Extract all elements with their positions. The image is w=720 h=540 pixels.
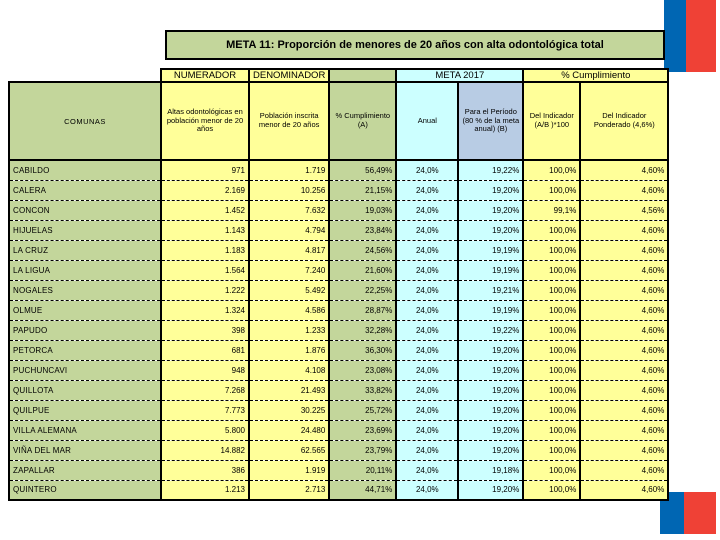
cell-anual: 24,0% <box>396 360 458 380</box>
cell-periodo: 19,19% <box>458 240 523 260</box>
header-comunas: COMUNAS <box>9 82 161 160</box>
cell-pct-a: 44,71% <box>329 480 396 500</box>
cell-denominador: 1.719 <box>249 160 329 180</box>
header-sub-pct-a: % Cumplimiento (A) <box>329 82 396 160</box>
table-row <box>9 460 668 480</box>
cell-pct-a: 22,25% <box>329 280 396 300</box>
cell-ponderado: 4,60% <box>580 480 668 500</box>
cell-ponderado: 4,60% <box>580 360 668 380</box>
cell-denominador: 4.794 <box>249 220 329 240</box>
cell-numerador: 14.882 <box>161 440 249 460</box>
header-numerador: NUMERADOR <box>161 69 249 82</box>
cell-periodo: 19,21% <box>458 280 523 300</box>
cell-numerador: 1.222 <box>161 280 249 300</box>
cell-indicador: 100,0% <box>523 400 580 420</box>
header-meta-2017: META 2017 <box>396 69 523 82</box>
table-row <box>9 420 668 440</box>
cell-ponderado: 4,60% <box>580 460 668 480</box>
cell-indicador: 100,0% <box>523 160 580 180</box>
cell-indicador: 99,1% <box>523 200 580 220</box>
cell-indicador: 100,0% <box>523 300 580 320</box>
cell-denominador: 1.233 <box>249 320 329 340</box>
cell-indicador: 100,0% <box>523 280 580 300</box>
cell-numerador: 1.564 <box>161 260 249 280</box>
cell-pct-a: 25,72% <box>329 400 396 420</box>
table-row <box>9 200 668 220</box>
cell-denominador: 24.480 <box>249 420 329 440</box>
table-row <box>9 320 668 340</box>
cell-comuna: QUILLOTA <box>9 380 161 400</box>
cell-denominador: 30.225 <box>249 400 329 420</box>
cell-periodo: 19,20% <box>458 380 523 400</box>
cell-comuna: NOGALES <box>9 280 161 300</box>
cell-anual: 24,0% <box>396 400 458 420</box>
cell-ponderado: 4,60% <box>580 160 668 180</box>
cell-numerador: 386 <box>161 460 249 480</box>
cell-denominador: 7.632 <box>249 200 329 220</box>
flag-red-bar <box>684 492 716 534</box>
cell-denominador: 4.586 <box>249 300 329 320</box>
cell-pct-a: 24,56% <box>329 240 396 260</box>
table-row <box>9 440 668 460</box>
cell-ponderado: 4,60% <box>580 180 668 200</box>
cell-periodo: 19,18% <box>458 460 523 480</box>
cell-periodo: 19,20% <box>458 420 523 440</box>
cell-pct-a: 32,28% <box>329 320 396 340</box>
table-header-sub-row <box>9 82 668 160</box>
cell-numerador: 681 <box>161 340 249 360</box>
cell-pct-a: 36,30% <box>329 340 396 360</box>
cell-denominador: 21.493 <box>249 380 329 400</box>
cell-ponderado: 4,60% <box>580 240 668 260</box>
cell-denominador: 5.492 <box>249 280 329 300</box>
table-header-group-row <box>9 69 668 82</box>
cell-indicador: 100,0% <box>523 380 580 400</box>
table-row <box>9 160 668 180</box>
table-row <box>9 380 668 400</box>
cell-comuna: OLMUE <box>9 300 161 320</box>
cell-indicador: 100,0% <box>523 460 580 480</box>
cell-anual: 24,0% <box>396 320 458 340</box>
cell-anual: 24,0% <box>396 340 458 360</box>
cell-denominador: 62.565 <box>249 440 329 460</box>
cell-ponderado: 4,60% <box>580 300 668 320</box>
cell-indicador: 100,0% <box>523 480 580 500</box>
cell-ponderado: 4,60% <box>580 320 668 340</box>
cell-comuna: CABILDO <box>9 160 161 180</box>
cell-anual: 24,0% <box>396 440 458 460</box>
header-spacer <box>9 69 161 82</box>
cell-anual: 24,0% <box>396 260 458 280</box>
cell-numerador: 7.773 <box>161 400 249 420</box>
cell-anual: 24,0% <box>396 180 458 200</box>
cell-anual: 24,0% <box>396 480 458 500</box>
cell-indicador: 100,0% <box>523 220 580 240</box>
cell-indicador: 100,0% <box>523 260 580 280</box>
cell-numerador: 398 <box>161 320 249 340</box>
cell-anual: 24,0% <box>396 220 458 240</box>
header-sub-ponderado: Del Indicador Ponderado (4,6%) <box>580 82 668 160</box>
table-header <box>9 69 668 160</box>
table-row <box>9 300 668 320</box>
cell-numerador: 2.169 <box>161 180 249 200</box>
flag-red-bar <box>686 0 716 72</box>
cell-ponderado: 4,60% <box>580 440 668 460</box>
cell-periodo: 19,20% <box>458 220 523 240</box>
cell-periodo: 19,20% <box>458 360 523 380</box>
cell-comuna: CONCON <box>9 200 161 220</box>
table-row <box>9 480 668 500</box>
cell-pct-a: 21,15% <box>329 180 396 200</box>
table-row <box>9 220 668 240</box>
cell-pct-a: 23,84% <box>329 220 396 240</box>
cell-numerador: 1.213 <box>161 480 249 500</box>
table-row <box>9 180 668 200</box>
header-denominador: DENOMINADOR <box>249 69 329 82</box>
cell-periodo: 19,20% <box>458 440 523 460</box>
cell-anual: 24,0% <box>396 280 458 300</box>
cell-indicador: 100,0% <box>523 420 580 440</box>
header-sub-denominador: Población inscrita menor de 20 años <box>249 82 329 160</box>
cell-indicador: 100,0% <box>523 240 580 260</box>
cell-pct-a: 23,79% <box>329 440 396 460</box>
cell-periodo: 19,20% <box>458 400 523 420</box>
cell-indicador: 100,0% <box>523 440 580 460</box>
table-row <box>9 400 668 420</box>
cell-numerador: 1.183 <box>161 240 249 260</box>
cell-indicador: 100,0% <box>523 320 580 340</box>
flag-blue-bar <box>664 0 686 72</box>
table-row <box>9 280 668 300</box>
cell-anual: 24,0% <box>396 160 458 180</box>
cell-numerador: 971 <box>161 160 249 180</box>
cell-comuna: CALERA <box>9 180 161 200</box>
cell-pct-a: 56,49% <box>329 160 396 180</box>
table-row <box>9 240 668 260</box>
cell-numerador: 1.143 <box>161 220 249 240</box>
cell-ponderado: 4,60% <box>580 280 668 300</box>
cell-comuna: PUCHUNCAVI <box>9 360 161 380</box>
cell-comuna: VIÑA DEL MAR <box>9 440 161 460</box>
cell-ponderado: 4,60% <box>580 420 668 440</box>
cell-anual: 24,0% <box>396 240 458 260</box>
cell-denominador: 1.876 <box>249 340 329 360</box>
cell-ponderado: 4,60% <box>580 340 668 360</box>
cell-comuna: QUILPUE <box>9 400 161 420</box>
cell-ponderado: 4,56% <box>580 200 668 220</box>
cell-comuna: LA CRUZ <box>9 240 161 260</box>
meta11-table <box>8 68 669 501</box>
cell-anual: 24,0% <box>396 460 458 480</box>
cell-indicador: 100,0% <box>523 360 580 380</box>
table-body <box>9 160 668 500</box>
cell-anual: 24,0% <box>396 380 458 400</box>
cell-numerador: 1.324 <box>161 300 249 320</box>
header-sub-indicador: Del Indicador (A/B )*100 <box>523 82 580 160</box>
cell-comuna: LA LIGUA <box>9 260 161 280</box>
cell-numerador: 5.800 <box>161 420 249 440</box>
cell-periodo: 19,20% <box>458 340 523 360</box>
cell-comuna: HIJUELAS <box>9 220 161 240</box>
cell-pct-a: 33,82% <box>329 380 396 400</box>
cell-periodo: 19,19% <box>458 260 523 280</box>
cell-indicador: 100,0% <box>523 340 580 360</box>
cell-periodo: 19,20% <box>458 180 523 200</box>
cell-pct-a: 20,11% <box>329 460 396 480</box>
cell-denominador: 4.108 <box>249 360 329 380</box>
cell-pct-a: 23,08% <box>329 360 396 380</box>
cell-comuna: VILLA ALEMANA <box>9 420 161 440</box>
cell-ponderado: 4,60% <box>580 260 668 280</box>
header-sub-numerador: Altas odontológicas en población menor de 20 años <box>161 82 249 160</box>
table-row <box>9 360 668 380</box>
cell-denominador: 4.817 <box>249 240 329 260</box>
cell-comuna: ZAPALLAR <box>9 460 161 480</box>
cell-pct-a: 23,69% <box>329 420 396 440</box>
cell-periodo: 19,22% <box>458 160 523 180</box>
header-cumplimiento: % Cumplimiento <box>523 69 668 82</box>
cell-anual: 24,0% <box>396 200 458 220</box>
cell-comuna: PETORCA <box>9 340 161 360</box>
header-sub-periodo: Para el Período (80 % de la meta anual) (B) <box>458 82 523 160</box>
page-title: META 11: Proporción de menores de 20 años con alta odontológica total <box>165 30 665 60</box>
cell-periodo: 19,22% <box>458 320 523 340</box>
cell-denominador: 10.256 <box>249 180 329 200</box>
cell-comuna: PAPUDO <box>9 320 161 340</box>
cell-numerador: 7.268 <box>161 380 249 400</box>
cell-anual: 24,0% <box>396 300 458 320</box>
cell-pct-a: 28,87% <box>329 300 396 320</box>
table-row <box>9 260 668 280</box>
cell-comuna: QUINTERO <box>9 480 161 500</box>
header-sub-anual: Anual <box>396 82 458 160</box>
cell-denominador: 1.919 <box>249 460 329 480</box>
cell-numerador: 1.452 <box>161 200 249 220</box>
cell-periodo: 19,20% <box>458 480 523 500</box>
cell-ponderado: 4,60% <box>580 400 668 420</box>
cell-denominador: 7.240 <box>249 260 329 280</box>
header-pct-group-blank <box>329 69 396 82</box>
cell-denominador: 2.713 <box>249 480 329 500</box>
cell-numerador: 948 <box>161 360 249 380</box>
cell-pct-a: 21,60% <box>329 260 396 280</box>
table-row <box>9 340 668 360</box>
cell-ponderado: 4,60% <box>580 380 668 400</box>
cell-pct-a: 19,03% <box>329 200 396 220</box>
cell-periodo: 19,19% <box>458 300 523 320</box>
cell-anual: 24,0% <box>396 420 458 440</box>
cell-periodo: 19,20% <box>458 200 523 220</box>
flag-decoration-top-right <box>664 0 720 72</box>
cell-ponderado: 4,60% <box>580 220 668 240</box>
cell-indicador: 100,0% <box>523 180 580 200</box>
